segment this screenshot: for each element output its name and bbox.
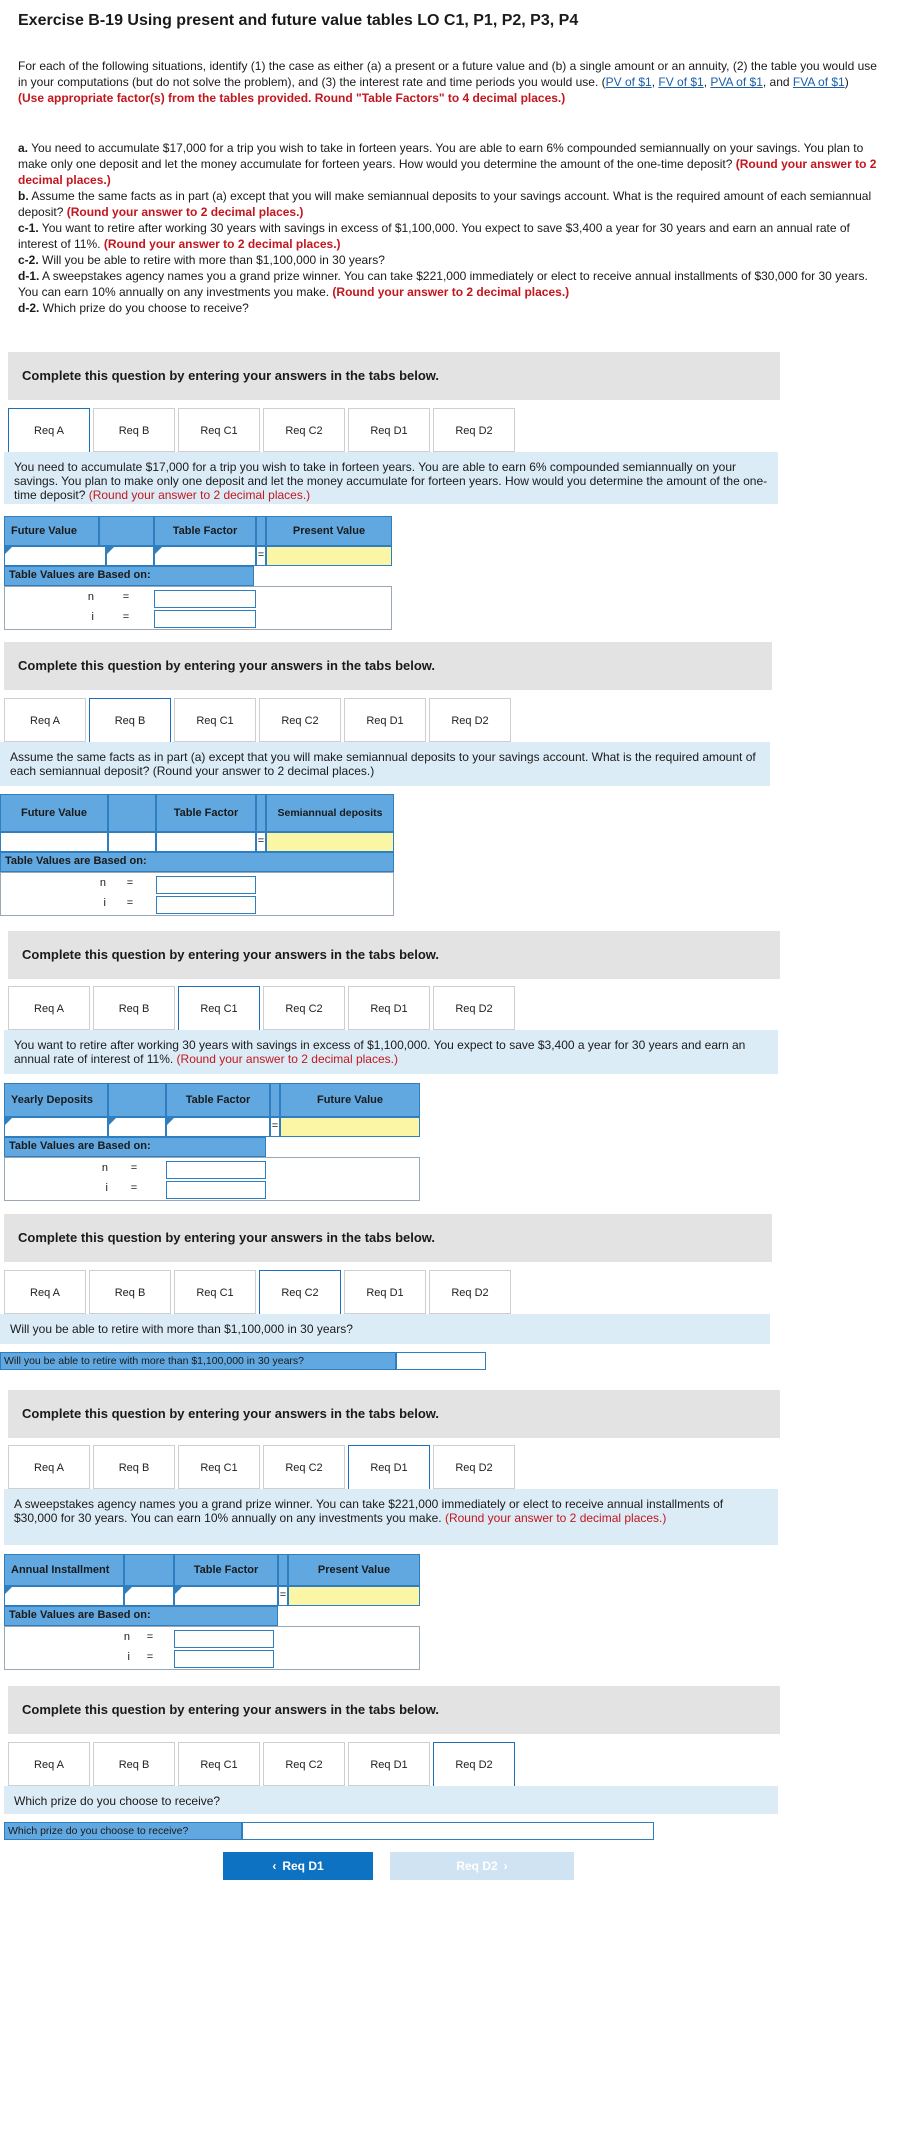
equals-sign: = (130, 1182, 138, 1194)
i-label: i (91, 611, 94, 623)
tab-req-c1[interactable]: Req C1 (174, 698, 256, 742)
tab-req-d2[interactable]: Req D2 (433, 986, 515, 1030)
col-header-present-value: Present Value (288, 1554, 420, 1586)
i-input[interactable] (156, 896, 256, 914)
col-header-blank (256, 794, 266, 832)
tab-req-b[interactable]: Req B (93, 1445, 175, 1489)
future-value-input[interactable] (280, 1117, 420, 1137)
col-header-semiannual-deposits: Semiannual deposits (266, 794, 394, 832)
tab-req-d1[interactable]: Req D1 (348, 1742, 430, 1786)
equals-sign: = (256, 832, 266, 852)
i-input[interactable] (154, 610, 256, 628)
tab-req-a[interactable]: Req A (8, 1445, 90, 1489)
next-req-d2-button[interactable]: Req D2 › (390, 1852, 574, 1880)
section-banner-d2: Complete this question by entering your answers in the tabs below. (8, 1686, 780, 1734)
tab-req-d2[interactable]: Req D2 (433, 1742, 515, 1788)
table-factor-input[interactable] (174, 1586, 278, 1606)
col-header-table-factor: Table Factor (154, 516, 256, 546)
tab-req-c1[interactable]: Req C1 (178, 1445, 260, 1489)
chevron-left-icon: ‹ (272, 1859, 277, 1873)
pv-of-1-link[interactable]: PV of $1 (605, 75, 652, 89)
table-based-on-label: Table Values are Based on: (4, 566, 254, 586)
equals-sign: = (146, 1651, 154, 1663)
question-d2: Which prize do you choose to receive? (4, 1786, 778, 1814)
col-header-blank (278, 1554, 288, 1586)
retire-answer-select[interactable] (396, 1352, 486, 1370)
question-b: Assume the same facts as in part (a) except that you will make semiannual deposits to your savings account. What is the required amount of each semiannual deposit? (Round your answer to 2 decimal places.) (0, 742, 770, 786)
tab-req-c1[interactable]: Req C1 (174, 1270, 256, 1314)
i-input[interactable] (174, 1650, 274, 1668)
tab-req-c2[interactable]: Req C2 (263, 1742, 345, 1786)
prize-question-label: Which prize do you choose to receive? (4, 1822, 242, 1840)
section-banner-c1: Complete this question by entering your answers in the tabs below. (8, 931, 780, 979)
chevron-right-icon: › (503, 1859, 508, 1873)
tab-req-b[interactable]: Req B (89, 1270, 171, 1314)
part-c2: c-2. Will you be able to retire with more than $1,100,000 in 30 years? (18, 253, 385, 267)
table-factor-input[interactable] (156, 832, 256, 852)
present-value-input[interactable] (288, 1586, 420, 1606)
section-banner-a: Complete this question by entering your answers in the tabs below. (8, 352, 780, 400)
prev-req-d1-button[interactable]: ‹ Req D1 (223, 1852, 373, 1880)
equals-sign: = (278, 1586, 288, 1606)
col-header-yearly-deposits: Yearly Deposits (4, 1083, 108, 1117)
operator-select[interactable] (124, 1586, 174, 1606)
prize-answer-select[interactable] (242, 1822, 654, 1840)
question-c1: You want to retire after working 30 years with savings in excess of $1,100,000. You expect to save $3,400 a year for 30 years and earn an annual rate of interest of 11%. (Round your answer to 2 decimal places.) (4, 1030, 778, 1074)
section-banner-c2: Complete this question by entering your answers in the tabs below. (4, 1214, 772, 1262)
table-based-on-label: Table Values are Based on: (4, 1606, 278, 1626)
equals-sign: = (256, 546, 266, 566)
pva-of-1-link[interactable]: PVA of $1 (710, 75, 763, 89)
n-label: n (99, 877, 106, 889)
equals-sign: = (122, 591, 130, 603)
part-d1: d-1. A sweepstakes agency names you a grand prize winner. You can take $221,000 immediately or elect to receive annual installments of $30,000 for 30 years. You can earn 10% annually on any investments you make. (Round your answer to 2 decimal places.) (18, 269, 868, 299)
tab-req-d2[interactable]: Req D2 (429, 698, 511, 742)
equals-sign: = (122, 611, 130, 623)
tab-req-a[interactable]: Req A (4, 698, 86, 742)
tab-req-c2[interactable]: Req C2 (259, 1270, 341, 1316)
tab-req-a[interactable]: Req A (8, 408, 90, 454)
tab-req-d1[interactable]: Req D1 (348, 1445, 430, 1491)
n-label: n (87, 591, 94, 603)
tab-req-d1[interactable]: Req D1 (344, 698, 426, 742)
tab-req-d1[interactable]: Req D1 (348, 408, 430, 452)
problem-parts (18, 140, 888, 316)
table-factor-input[interactable] (154, 546, 256, 566)
tab-req-d2[interactable]: Req D2 (433, 1445, 515, 1489)
yearly-deposits-input[interactable] (4, 1117, 108, 1137)
fva-of-1-link[interactable]: FVA of $1 (792, 75, 845, 89)
operator-select[interactable] (108, 1117, 166, 1137)
n-input[interactable] (166, 1161, 266, 1179)
future-value-input[interactable] (0, 832, 108, 852)
operator-select[interactable] (106, 546, 154, 566)
table-factor-input[interactable] (166, 1117, 270, 1137)
col-header-blank (108, 794, 156, 832)
col-header-future-value: Future Value (280, 1083, 420, 1117)
part-d2: d-2. Which prize do you choose to receive? (18, 301, 249, 315)
operator-select[interactable] (108, 832, 156, 852)
part-a: a. You need to accumulate $17,000 for a trip you wish to take in forteen years. You are able to earn 6% compounded semiannually on your savings. You plan to make only one deposit and let the money accumulate for forteen years. How would you determine the amount of the one-time deposit? (Round your answer to 2 decimal places.) (18, 141, 877, 187)
tab-req-c2[interactable]: Req C2 (263, 986, 345, 1030)
tab-req-a[interactable]: Req A (8, 1742, 90, 1786)
col-header-table-factor: Table Factor (156, 794, 256, 832)
col-header-blank (124, 1554, 174, 1586)
n-input[interactable] (156, 876, 256, 894)
tab-req-c2[interactable]: Req C2 (263, 1445, 345, 1489)
equals-sign: = (130, 1162, 138, 1174)
question-a: You need to accumulate $17,000 for a trip you wish to take in forteen years. You are able to earn 6% compounded semiannually on your savings. You plan to make only one deposit and let the money accumulate for forteen years. How would you determine the amount of the one-time deposit? (Round your answer to 2 decimal places.) (4, 452, 778, 504)
i-input[interactable] (166, 1181, 266, 1199)
table-based-on-label: Table Values are Based on: (4, 1137, 266, 1157)
tab-req-b[interactable]: Req B (89, 698, 171, 744)
equals-sign: = (270, 1117, 280, 1137)
i-label: i (103, 897, 106, 909)
part-c1: c-1. You want to retire after working 30 years with savings in excess of $1,100,000. You expect to save $3,400 a year for 30 years and earn an annual rate of interest of 11%. (Round your answer to 2 decimal places.) (18, 221, 850, 251)
col-header-future-value: Future Value (0, 794, 108, 832)
col-header-annual-installment: Annual Installment (4, 1554, 124, 1586)
col-header-table-factor: Table Factor (174, 1554, 278, 1586)
n-label: n (101, 1162, 108, 1174)
tab-req-b[interactable]: Req B (93, 986, 175, 1030)
n-input[interactable] (154, 590, 256, 608)
section-banner-b: Complete this question by entering your answers in the tabs below. (4, 642, 772, 690)
tab-req-d2[interactable]: Req D2 (433, 408, 515, 452)
present-value-input[interactable] (266, 546, 392, 566)
col-header-blank (270, 1083, 280, 1117)
instructions: For each of the following situations, identify (1) the case as either (a) a present or a future value and (b) a single amount or an annuity, (2) the table you would use in your computations (but do not solve the problem), and (3) the interest rate and time periods you would use. (PV of $1, FV of $1, PVA of $1, and FVA of $1) (Use appropriate factor(s) from the tables provided. Round "Table Factors" to 4 decimal places.) (18, 59, 877, 105)
tab-req-d1[interactable]: Req D1 (348, 986, 430, 1030)
col-header-future-value: Future Value (4, 516, 99, 546)
col-header-blank (99, 516, 154, 546)
col-header-table-factor: Table Factor (166, 1083, 270, 1117)
retire-question-label: Will you be able to retire with more than $1,100,000 in 30 years? (0, 1352, 396, 1370)
tab-req-c2[interactable]: Req C2 (263, 408, 345, 452)
question-d1: A sweepstakes agency names you a grand prize winner. You can take $221,000 immediately or elect to receive annual installments of $30,000 for 30 years. You can earn 10% annually on any investments you make. (Round your answer to 2 decimal places.) (4, 1489, 778, 1545)
n-input[interactable] (174, 1630, 274, 1648)
section-banner-d1: Complete this question by entering your answers in the tabs below. (8, 1390, 780, 1438)
tab-req-c1[interactable]: Req C1 (178, 1742, 260, 1786)
tab-req-c1[interactable]: Req C1 (178, 408, 260, 452)
col-header-blank (256, 516, 266, 546)
equals-sign: = (126, 897, 134, 909)
col-header-blank (108, 1083, 166, 1117)
tab-req-d1[interactable]: Req D1 (344, 1270, 426, 1314)
tab-req-c2[interactable]: Req C2 (259, 698, 341, 742)
question-c2: Will you be able to retire with more than $1,100,000 in 30 years? (0, 1314, 770, 1344)
equals-sign: = (146, 1631, 154, 1643)
equals-sign: = (126, 877, 134, 889)
tab-req-b[interactable]: Req B (93, 408, 175, 452)
tab-req-b[interactable]: Req B (93, 1742, 175, 1786)
tab-req-a[interactable]: Req A (8, 986, 90, 1030)
tab-req-c1[interactable]: Req C1 (178, 986, 260, 1032)
table-based-on-label: Table Values are Based on: (0, 852, 394, 872)
i-label: i (127, 1651, 130, 1663)
part-b: b. Assume the same facts as in part (a) except that you will make semiannual deposits to your savings account. What is the required amount of each semiannual deposit? (Round your answer to 2 decimal places.) (18, 189, 872, 219)
page-title: Exercise B-19 Using present and future value tables LO C1, P1, P2, P3, P4 (18, 12, 579, 29)
i-label: i (105, 1182, 108, 1194)
fv-of-1-link[interactable]: FV of $1 (658, 75, 704, 89)
future-value-input[interactable] (4, 546, 106, 566)
annual-installment-input[interactable] (4, 1586, 124, 1606)
tab-req-a[interactable]: Req A (4, 1270, 86, 1314)
tab-req-d2[interactable]: Req D2 (429, 1270, 511, 1314)
semiannual-deposits-input[interactable] (266, 832, 394, 852)
n-label: n (123, 1631, 130, 1643)
col-header-present-value: Present Value (266, 516, 392, 546)
